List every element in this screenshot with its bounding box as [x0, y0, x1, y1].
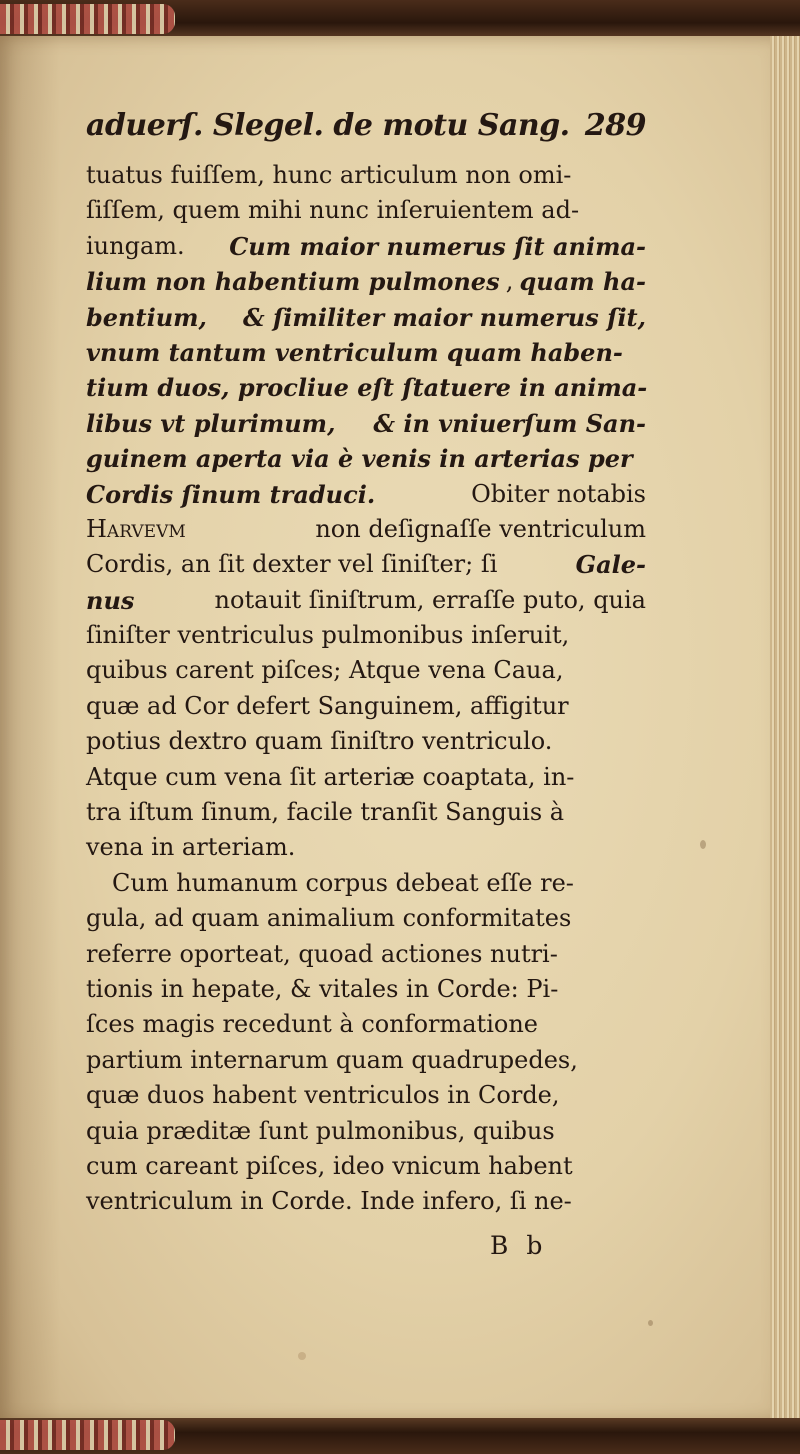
italic-text: Cordis ſinum traduci. — [86, 479, 376, 509]
italic-text: vnum tantum ventriculum quam haben- — [86, 337, 623, 367]
roman-text: cum careant piſces, ideo vnicum habent — [86, 1151, 573, 1180]
page-number: 289 — [584, 108, 646, 143]
text-line — [86, 972, 646, 1007]
roman-text: potius dextro quam ſiniſtro ventriculo. — [86, 727, 553, 756]
roman-text: Atque cum vena ſit arteriæ coaptata, in- — [86, 762, 575, 791]
text-line — [86, 653, 646, 688]
italic-text: libus vt plurimum, — [86, 408, 336, 438]
roman-text: Cum humanum corpus debeat eſſe re- — [112, 868, 574, 897]
italic-text: Cum maior numerus ſit anima- — [229, 231, 646, 261]
foxing-spot — [648, 1320, 653, 1326]
roman-text: partium internarum quam quadrupedes, — [86, 1045, 578, 1074]
roman-text: notauit ſiniſtrum, erraſſe puto, quia — [214, 585, 646, 614]
text-line — [86, 583, 646, 618]
roman-text: ſiſſem, quem mihi nunc inſeruientem ad- — [86, 196, 580, 225]
roman-text: quibus carent piſces; Atque vena Caua, — [86, 656, 564, 685]
roman-text: referre oporteat, quoad actiones nutri- — [86, 939, 558, 968]
foxing-spot — [298, 1352, 306, 1360]
text-line — [86, 406, 646, 441]
roman-text: ventriculum in Corde. Inde infero, ſi ne- — [86, 1187, 572, 1216]
text-line — [86, 760, 646, 795]
page-text — [86, 108, 646, 1264]
text-line — [86, 547, 646, 582]
signature-mark: B b — [490, 1230, 548, 1260]
roman-text: tuatus fuiſſem, hunc articulum non omi- — [86, 161, 572, 189]
text-line — [86, 689, 646, 724]
italic-text: nus — [86, 585, 135, 615]
text-line — [86, 1149, 646, 1184]
text-line — [86, 1184, 646, 1219]
text-line — [86, 512, 646, 547]
roman-text: quæ ad Cor defert Sanguinem, affigitur — [86, 691, 569, 720]
roman-text: gula, ad quam animalium conformitates — [86, 904, 572, 933]
foxing-spot — [700, 840, 706, 849]
headband-bottom — [0, 1420, 175, 1450]
italic-text: lium non habentium pulmones — [86, 267, 500, 297]
headband-top — [0, 4, 175, 34]
roman-text: tionis in hepate, & vitales in Corde: Pi- — [86, 974, 559, 1003]
italic-text: & in vniuerſum San- — [373, 408, 646, 438]
text-line — [86, 1007, 646, 1042]
text-line — [86, 724, 646, 759]
page-header — [86, 108, 646, 158]
text-line — [86, 193, 646, 228]
gutter-shadow — [0, 36, 60, 1422]
text-line — [86, 795, 646, 830]
running-head: aduerſ. Slegel. de motu Sang. — [86, 108, 570, 143]
roman-text: vena in arteriam. — [86, 833, 296, 862]
roman-text: quæ duos habent ventriculos in Corde, — [86, 1081, 560, 1110]
text-line — [86, 1078, 646, 1113]
italic-text: tium duos, procliue eſt ſtatuere in anima- — [86, 373, 648, 403]
small-caps-text: Harvevm — [86, 514, 186, 543]
body-text — [86, 158, 646, 1220]
italic-text: & ſimiliter maior numerus ſit, — [242, 302, 646, 332]
roman-text: Obiter notabis — [471, 479, 646, 508]
text-line — [86, 264, 646, 299]
text-line — [86, 937, 646, 972]
roman-text: ſiniſter ventriculus pulmonibus inſeruit, — [86, 621, 570, 650]
italic-text: bentium, — [86, 302, 207, 332]
text-line — [86, 830, 646, 865]
italic-text: Gale- — [575, 550, 646, 580]
page-edges — [770, 36, 800, 1422]
roman-text: , — [505, 267, 514, 296]
roman-text: tra iſtum ſinum, facile tranſit Sanguis à — [86, 798, 565, 827]
text-line — [86, 158, 646, 193]
text-line — [86, 1114, 646, 1149]
roman-text: iungam. — [86, 231, 185, 260]
italic-text: guinem aperta via è venis in arterias per — [86, 444, 633, 474]
roman-text: Cordis, an ſit dexter vel ſiniſter; ſi — [86, 550, 498, 579]
italic-text: quam ha- — [519, 267, 646, 297]
text-line — [86, 441, 646, 476]
text-line — [86, 618, 646, 653]
roman-text: non deſignaſſe ventriculum — [315, 514, 646, 543]
roman-text: quia præditæ ſunt pulmonibus, quibus — [86, 1116, 555, 1145]
text-line — [86, 901, 646, 936]
text-line — [86, 866, 646, 901]
text-line — [86, 477, 646, 512]
text-line — [86, 335, 646, 370]
roman-text: ſces magis recedunt à conformatione — [86, 1010, 538, 1039]
text-line — [86, 1043, 646, 1078]
text-line — [86, 229, 646, 264]
text-line — [86, 370, 646, 405]
text-line — [86, 300, 646, 335]
